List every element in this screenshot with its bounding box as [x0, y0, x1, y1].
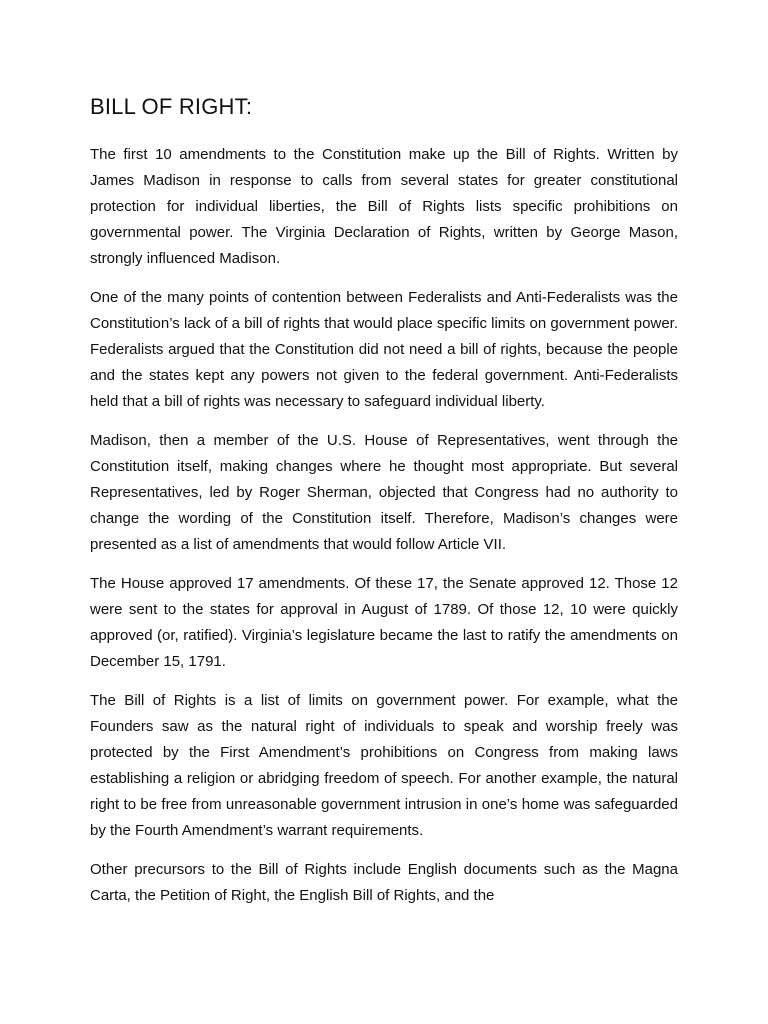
paragraph-3: Madison, then a member of the U.S. House of Representatives, went through the Constitution itself, making changes where he thought most appropriate. But several Representatives, led by Roger Sherman, objected that Congress had no authority to change the wording of the Constitution itself. Therefore, Madison’s changes were presented as a list of amendments that would follow Article VII. — [90, 432, 678, 553]
paragraph-1: The first 10 amendments to the Constitution make up the Bill of Rights. Written by James Madison in response to calls from several states for greater constitutional protection for individual liberties, the Bill of Rights lists specific prohibitions on governmental power. The Virginia Declaration of Rights, written by George Mason, strongly influenced Madison. — [90, 146, 678, 267]
paragraph-2: One of the many points of contention between Federalists and Anti-Federalists was the Constitution’s lack of a bill of rights that would place specific limits on government power. Federalists argued that the Constitution did not need a bill of rights, because the people and the states kept any powers not given to the federal government. Anti-Federalists held that a bill of rights was necessary to safeguard individual liberty. — [90, 289, 678, 410]
paragraph-6: Other precursors to the Bill of Rights include English documents such as the Magna Carta, the Petition of Right, the English Bill of Rights, and the — [90, 861, 678, 904]
paragraph-5: The Bill of Rights is a list of limits on government power. For example, what the Founders saw as the natural right of individuals to speak and worship freely was protected by the First Amendment’s prohibitions on Congress from making laws establishing a religion or abridging freedom of speech. For another example, the natural right to be free from unreasonable government intrusion in one’s home was safeguarded by the Fourth Amendment’s warrant requirements. — [90, 692, 678, 839]
document-body — [90, 142, 678, 922]
document-title: BILL OF RIGHT: — [90, 94, 253, 119]
paragraph-4: The House approved 17 amendments. Of these 17, the Senate approved 12. Those 12 were sent to the states for approval in August of 1789. Of those 12, 10 were quickly approved (or, ratified). Virginia’s legislature became the last to ratify the amendments on December 15, 1791. — [90, 575, 678, 670]
